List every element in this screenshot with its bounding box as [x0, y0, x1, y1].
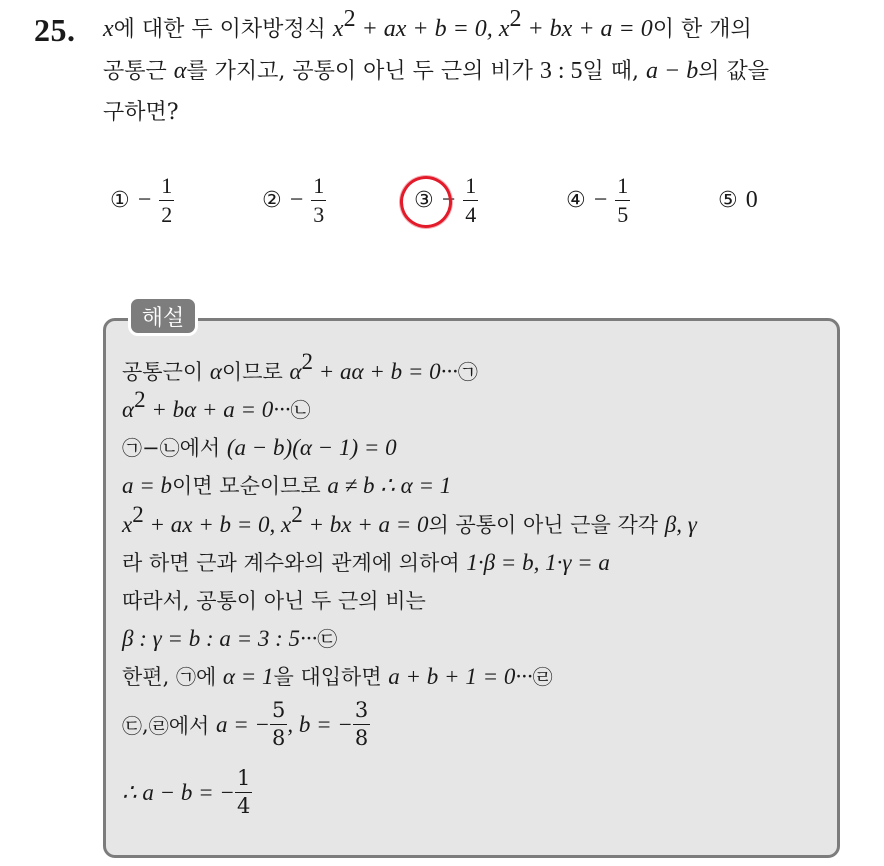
- choice-1[interactable]: ① − $\frac{1}{2}$: [110, 172, 173, 227]
- fraction-a: $\frac{5}{8}$: [272, 698, 286, 750]
- choice-4[interactable]: ④ − $\frac{1}{5}$: [566, 172, 629, 227]
- choice-2-fraction: $\frac{1}{3}$: [313, 172, 325, 227]
- solution-tag: 해설: [128, 296, 198, 336]
- solution-line-1: 공통근이 α이므로 $\alpha^2 + a\alpha + b$ = 0···㉠: [122, 349, 478, 384]
- solution-line-11: ∴ a − b = − $\frac{1}{4}$: [122, 766, 251, 818]
- choice-5-value: 0: [745, 186, 758, 213]
- question-line-1: x에 대한 두 이차방정식 $x^2$ + ax + b = 0, $x^2$ + bx + a = 0이 한 개의: [103, 6, 752, 42]
- choice-3[interactable]: ③ − $\frac{1}{4}$: [414, 168, 478, 232]
- solution-line-8: β : γ = b : a = 3 : 5···㉢: [122, 626, 338, 651]
- solution-line-10: ㉢ , ㉣ 에서 a = − $\frac{5}{8}$ , b = − $\frac{3}{8}$: [122, 698, 369, 750]
- fraction-answer: $\frac{1}{4}$: [236, 766, 251, 818]
- choice-4-label: ④: [566, 187, 586, 213]
- answer-circle-mark: [395, 171, 457, 233]
- solution-line-4: a = b이면 모순이므로 a ≠ b ∴ α = 1: [122, 473, 452, 498]
- choice-1-fraction: $\frac{1}{2}$: [161, 172, 173, 227]
- question-line-2: 공통근 α를 가지고, 공통이 아닌 두 근의 비가 3 : 5일 때, a − b의 값을: [103, 58, 769, 84]
- question-line-3: 구하면?: [103, 100, 179, 125]
- fraction-b: $\frac{3}{8}$: [354, 698, 369, 750]
- solution-line-2: $\alpha^2 + b\alpha + a$ = 0···㉡: [122, 387, 311, 422]
- choice-5[interactable]: [718, 168, 758, 232]
- solution-line-3: ㉠−㉡에서 (a − b)(α − 1) = 0: [122, 435, 397, 460]
- choice-2-label: ②: [262, 187, 282, 213]
- solution-line-5: $x^2$ + ax + b = 0, $x^2$ + bx + a = 0의 공통이 아닌 근을 각각 β, γ: [122, 502, 697, 537]
- choice-5-label: ⑤: [718, 187, 738, 213]
- choice-3-label: ③: [414, 187, 434, 213]
- choice-4-fraction: $\frac{1}{5}$: [617, 172, 629, 227]
- choice-2[interactable]: ② − $\frac{1}{3}$: [262, 172, 325, 227]
- solution-line-6: 라 하면 근과 계수와의 관계에 의하여 1·β = b, 1·γ = a: [122, 550, 610, 575]
- solution-line-9: 한편, ㉠에 α = 1을 대입하면 a + b + 1 = 0···㉣: [122, 664, 553, 689]
- choice-1-label: ①: [110, 187, 130, 213]
- choice-3-fraction: $\frac{1}{4}$: [465, 172, 477, 227]
- question-number: 25.: [34, 12, 76, 48]
- solution-line-7: 따라서, 공통이 아닌 두 근의 비는: [122, 589, 426, 613]
